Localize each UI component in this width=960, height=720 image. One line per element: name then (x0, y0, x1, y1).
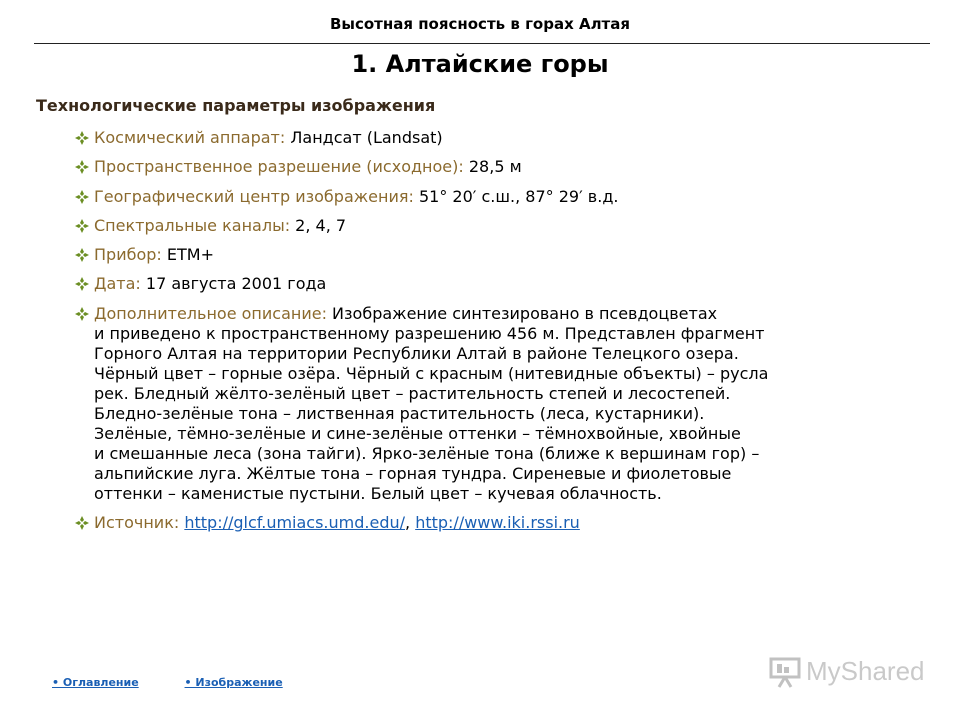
description-text: Изображение синтезировано в псевдоцветах (326, 303, 718, 323)
item-label: Прибор: (94, 245, 162, 265)
item-label: Спектральные каналы: (94, 215, 291, 235)
source-link-glcf[interactable]: http://glcf.umiacs.umd.edu/ (184, 513, 406, 533)
item-value: 17 августа 2001 года (140, 274, 327, 294)
list-item (60, 216, 920, 236)
diamond-bullet-icon (74, 247, 90, 263)
list-item (60, 128, 920, 148)
description-line: Горного Алтая на территории Республики Алтай в районе Телецкого озера. (94, 343, 739, 363)
description-line: альпийские луга. Жёлтые тона – горная тундра. Сиреневые и фиолетовые (94, 463, 732, 483)
diamond-bullet-icon (74, 276, 90, 292)
item-value: 28,5 м (463, 157, 522, 177)
nav-contents-link[interactable]: • Оглавление (52, 676, 139, 689)
source-item (60, 513, 920, 533)
item-value: 51° 20′ с.ш., 87° 29′ в.д. (413, 186, 619, 206)
description-line: рек. Бледный жёлто-зелёный цвет – растительность степей и лесостепей. (94, 383, 731, 403)
section-heading: Технологические параметры изображения (36, 96, 436, 115)
source-link-iki[interactable]: http://www.iki.rssi.ru (415, 513, 580, 533)
description-item (60, 304, 920, 504)
parameter-list (60, 128, 920, 542)
list-item (60, 274, 920, 294)
watermark-text: MyShared (806, 656, 925, 686)
description-line: Бледно-зелёные тона – лиственная растительность (леса, кустарники). (94, 403, 705, 423)
diamond-bullet-icon (74, 218, 90, 234)
description-line: оттенки – каменистые пустыни. Белый цвет – кучевая облачность. (94, 483, 662, 503)
source-label: Источник: (94, 513, 180, 533)
description-line: и приведено к пространственному разрешению 456 м. Представлен фрагмент (94, 323, 765, 343)
description-line (94, 304, 920, 324)
list-item (60, 187, 920, 207)
source-separator: , (405, 513, 416, 533)
item-label: Дата: (94, 274, 141, 294)
diamond-bullet-icon (74, 130, 90, 146)
item-label: Географический центр изображения: (94, 186, 414, 206)
description-line: Чёрный цвет – горные озёра. Чёрный с красным (нитевидные объекты) – русла (94, 363, 769, 383)
item-value: ETM+ (161, 245, 214, 265)
description-line: Зелёные, тёмно-зелёные и сине-зелёные оттенки – тёмнохвойные, хвойные (94, 423, 741, 443)
item-label: Космический аппарат: (94, 128, 286, 147)
description-line: и смешанные леса (зона тайги). Ярко-зелёные тона (ближе к вершинам гор) – (94, 443, 760, 463)
diamond-bullet-icon (74, 306, 90, 322)
presentation-icon (768, 655, 802, 689)
diamond-bullet-icon (74, 159, 90, 175)
diamond-bullet-icon (74, 515, 90, 531)
nav-image-link[interactable]: • Изображение (184, 676, 283, 689)
item-value: Ландсат (Landsat) (285, 128, 443, 147)
watermark (766, 652, 926, 692)
item-value: 2, 4, 7 (290, 215, 347, 235)
list-item (60, 245, 920, 265)
page-title: 1. Алтайские горы (351, 50, 609, 78)
list-item (60, 157, 920, 177)
diamond-bullet-icon (74, 189, 90, 205)
description-label: Дополнительное описание: (94, 303, 327, 323)
header-title: Высотная поясность в горах Алтая (329, 15, 631, 33)
header-divider (34, 43, 930, 44)
footer-nav (52, 676, 325, 689)
item-label: Пространственное разрешение (исходное): (94, 157, 464, 177)
